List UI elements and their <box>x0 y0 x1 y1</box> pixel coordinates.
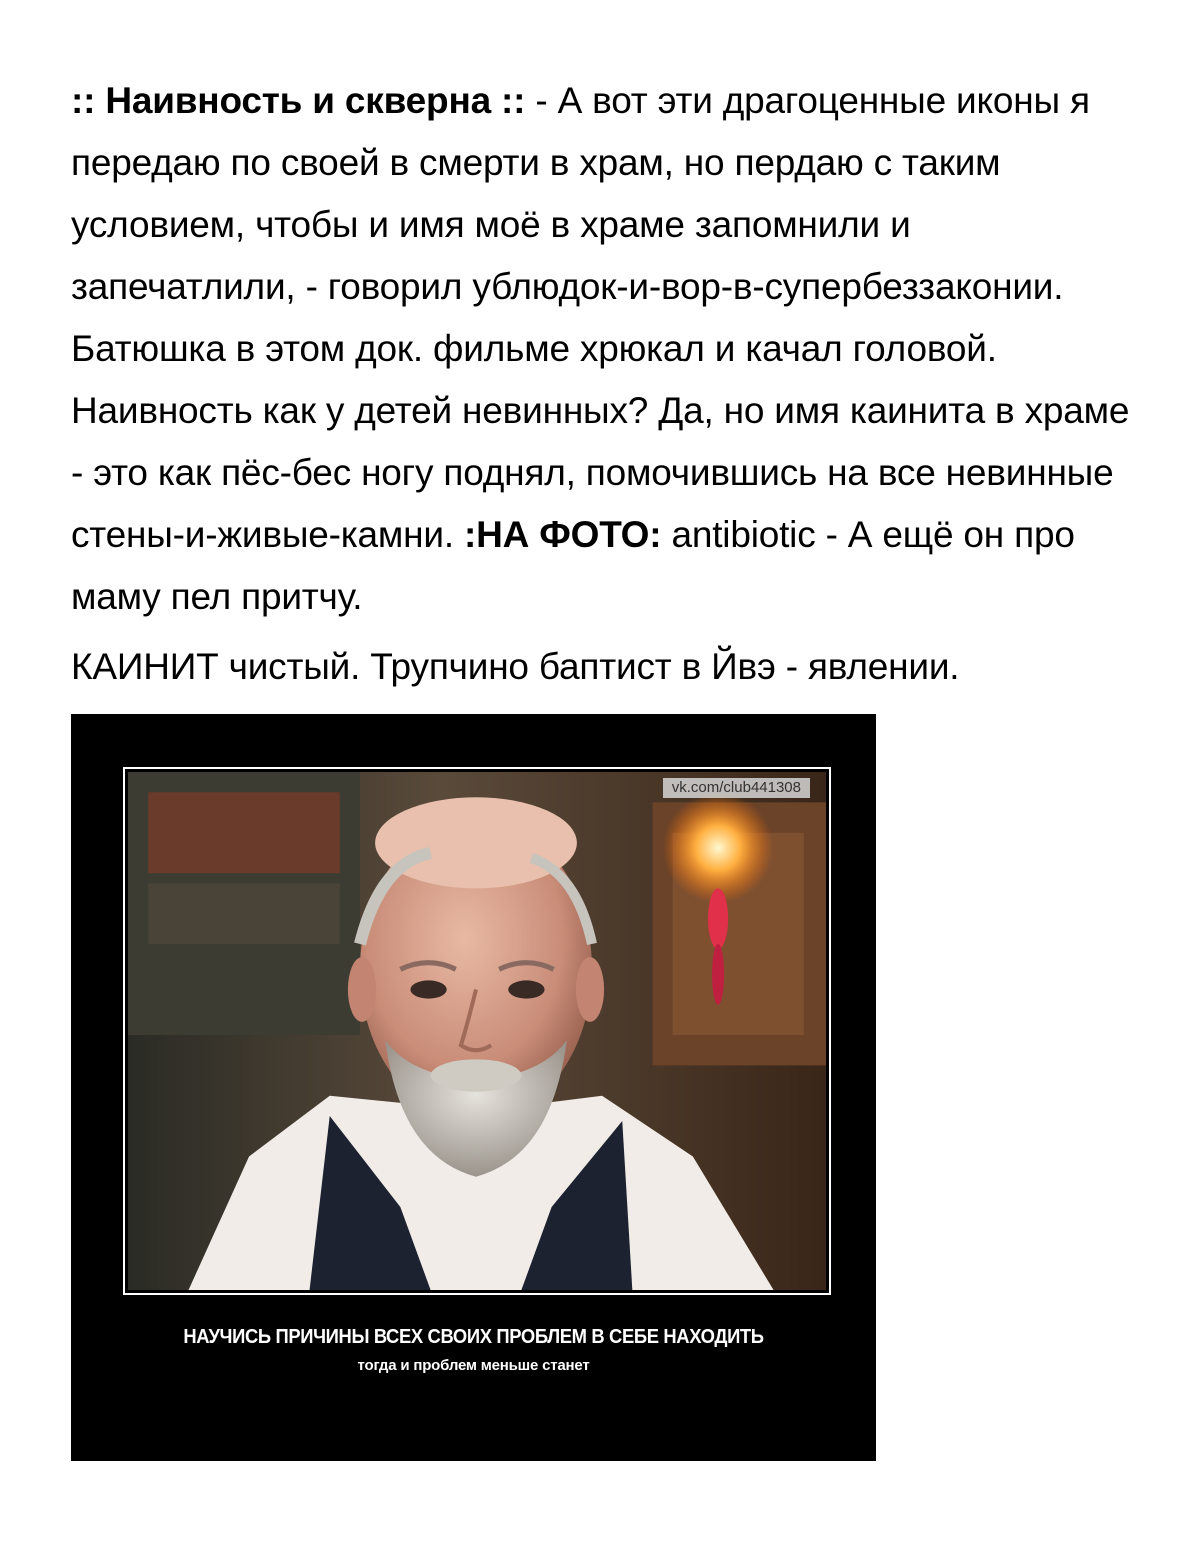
poster-subcaption: тогда и проблем меньше станет <box>357 1357 590 1374</box>
article-text <box>71 70 1141 698</box>
photo-frame <box>123 767 831 1295</box>
article-title: :: Наивность и скверна :: <box>71 80 526 121</box>
paragraph-2: КАИНИТ чистый. Трупчино баптист в Йвэ - явлении. <box>71 646 960 687</box>
article-body-1: - А вот эти драгоценные иконы я передаю по своей в смерти в храм, но пердаю с таким условием, чтобы и имя моё в храме запомнили и запечатлили, - говорил ублюдок-и-вор-в-супербеззаконии. Батюшка в этом док. фильме хрюкал и качал головой. Наивность как у детей невинных? Да, но имя каинита в храме - это как пёс-бес ногу поднял, помочившись на все невинные стены-и-живые-камни. <box>71 80 1130 555</box>
poster-caption: НАУЧИСЬ ПРИЧИНЫ ВСЕХ СВОИХ ПРОБЛЕМ В СЕБЕ НАХОДИТЬ <box>183 1326 764 1348</box>
paragraph-1 <box>71 70 1141 628</box>
watermark-url: vk.com/club441308 <box>663 778 810 798</box>
article-body-2: antibiotic - А ещё он про маму пел притчу. <box>71 514 1075 617</box>
portrait-illustration <box>128 772 826 1290</box>
demotivator-poster <box>71 714 876 1461</box>
photo-label: :НА ФОТО: <box>464 514 662 555</box>
portrait-photo <box>128 772 826 1290</box>
